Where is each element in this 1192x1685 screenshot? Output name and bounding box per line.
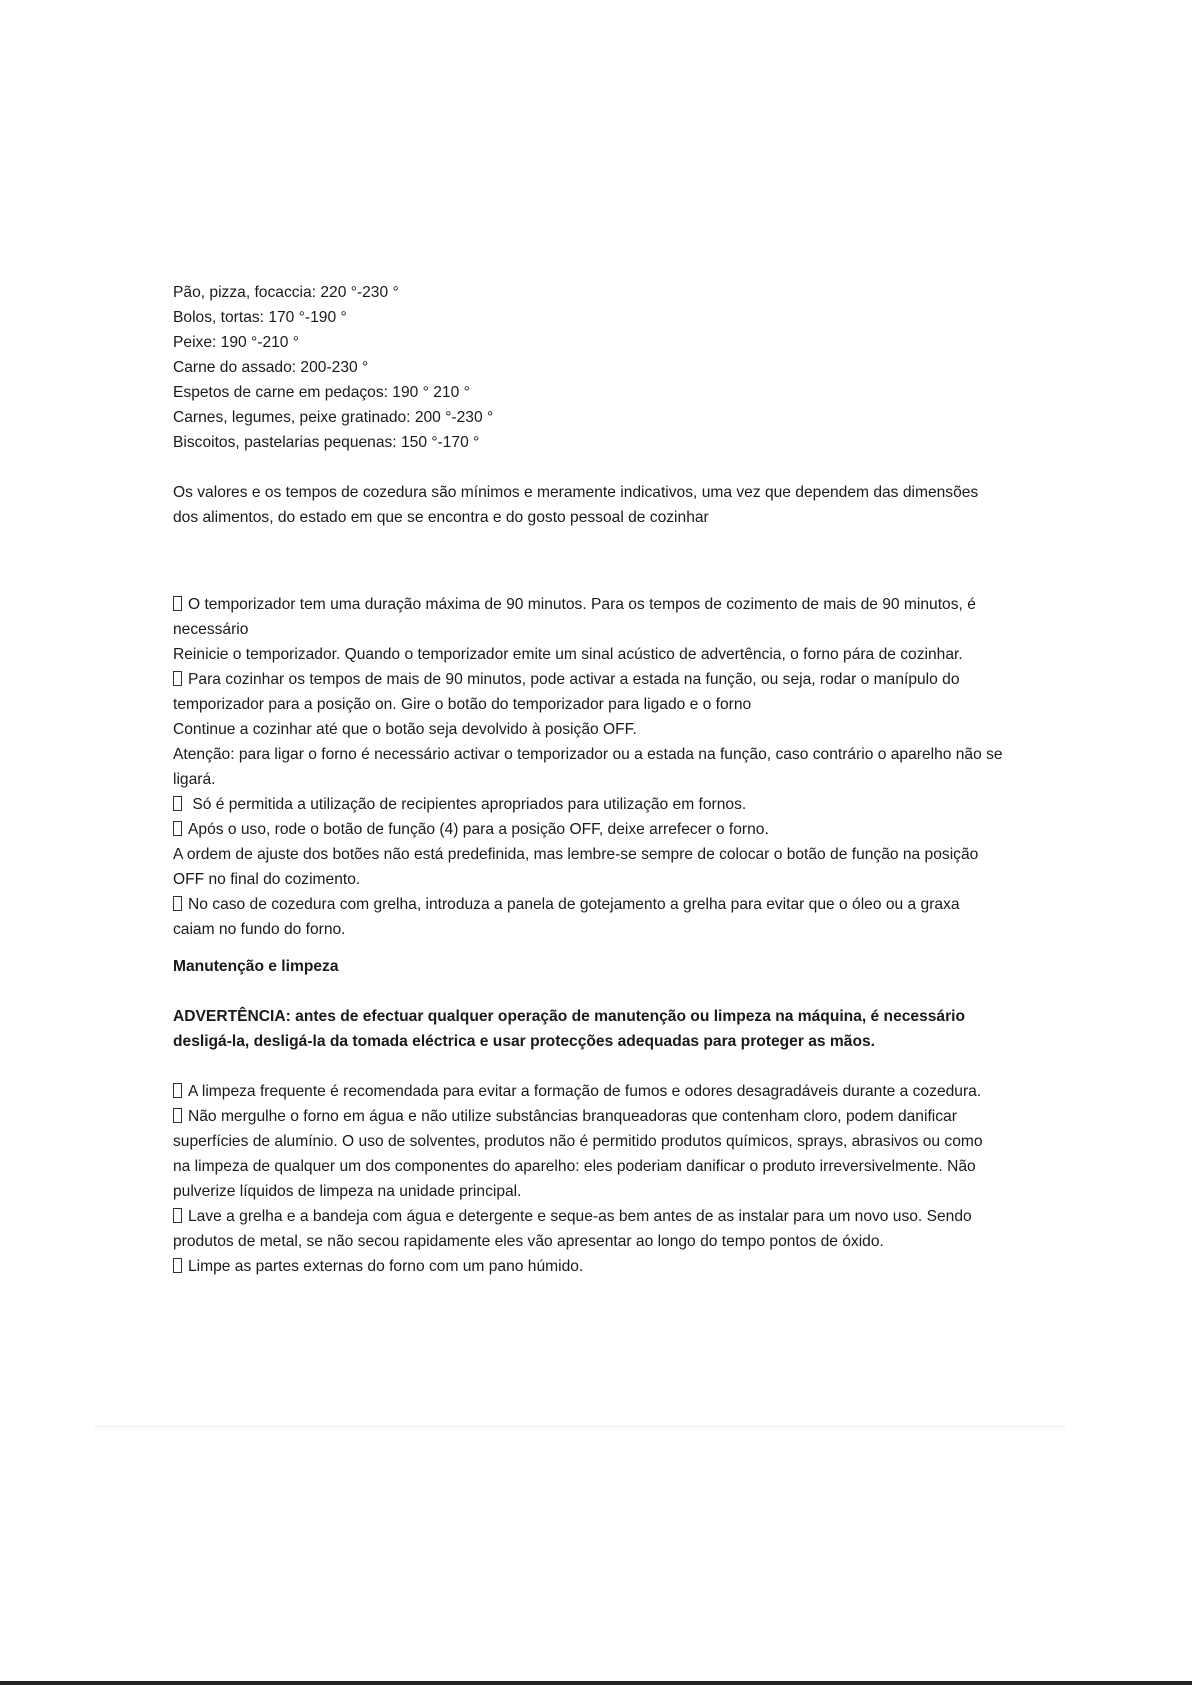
temperature-list (173, 280, 1003, 455)
page-edge-shadow (95, 1425, 1065, 1431)
instruction-item (173, 817, 1003, 842)
temperature-item: Peixe: 190 °-210 ° (173, 334, 300, 351)
instruction-text: O temporizador tem uma duração máxima de 90 minutos. Para os tempos de cozimento de mais de 90 minutos, é necessário (173, 596, 976, 638)
instruction-text: Atenção: para ligar o forno é necessário activar o temporizador ou a estada na função, caso contrário o aparelho não se ligará. (173, 746, 1003, 788)
maintenance-item (173, 1254, 1003, 1279)
bullet-box-icon (173, 1083, 182, 1098)
bullet-box-icon (173, 596, 182, 611)
instruction-text: Reinicie o temporizador. Quando o temporizador emite um sinal acústico de advertência, o forno pára de cozinhar. (173, 646, 963, 663)
maintenance-text: A limpeza frequente é recomendada para evitar a formação de fumos e odores desagradáveis durante a cozedura. (188, 1083, 982, 1100)
document-body (173, 280, 1003, 1279)
bullet-box-icon (173, 796, 182, 811)
maintenance-list (173, 1079, 1003, 1279)
temperature-item: Carne do assado: 200-230 ° (173, 359, 369, 376)
maintenance-text: Lave a grelha e a bandeja com água e detergente e seque-as bem antes de as instalar para um novo uso. Sendo produtos de metal, se não secou rapidamente eles vão apresentar ao longo do tempo pontos de óxido. (173, 1208, 972, 1250)
temperature-item: Biscoitos, pastelarias pequenas: 150 °-170 ° (173, 434, 480, 451)
instruction-item (173, 592, 1003, 642)
bullet-box-icon (173, 1258, 182, 1273)
instruction-text: Continue a cozinhar até que o botão seja devolvido à posição OFF. (173, 721, 637, 738)
instruction-text: Para cozinhar os tempos de mais de 90 minutos, pode activar a estada na função, ou seja, rodar o manípulo do temporizador para a posição on. Gire o botão do temporizador para ligado e o forno (173, 671, 960, 713)
maintenance-item (173, 1204, 1003, 1254)
maintenance-text: Não mergulhe o forno em água e não utilize substâncias branqueadoras que contenham cloro, podem danificar superfícies de alumínio. O uso de solventes, produtos não é permitido produtos químicos, sprays, abrasivos ou como na limpeza de qualquer um dos componentes do aparelho: eles poderiam danificar o produto irreversivelmente. Não pulverize líquidos de limpeza na unidade principal. (173, 1108, 983, 1200)
bullet-box-icon (173, 821, 182, 836)
warning-text: ADVERTÊNCIA: antes de efectuar qualquer operação de manutenção ou limpeza na máquina, é necessário desligá-la, desligá-la da tomada eléctrica e usar protecções adequadas para proteger as mãos. (173, 1008, 966, 1050)
temperature-item: Carnes, legumes, peixe gratinado: 200 °-230 ° (173, 409, 494, 426)
instruction-text: A ordem de ajuste dos botões não está predefinida, mas lembre-se sempre de colocar o botão de função na posição OFF no final do cozimento. (173, 846, 979, 888)
maintenance-item (173, 1079, 1003, 1104)
bullet-box-icon (173, 1208, 182, 1223)
temperature-item: Pão, pizza, focaccia: 220 °-230 ° (173, 284, 399, 301)
indicative-note: Os valores e os tempos de cozedura são mínimos e meramente indicativos, uma vez que dependem das dimensões dos alimentos, do estado em que se encontra e do gosto pessoal de cozinhar (173, 484, 979, 526)
instruction-item (173, 892, 1003, 942)
instruction-item (173, 792, 1003, 817)
bullet-box-icon (173, 1108, 182, 1123)
instruction-text: Após o uso, rode o botão de função (4) para a posição OFF, deixe arrefecer o forno. (188, 821, 769, 838)
maintenance-text: Limpe as partes externas do forno com um pano húmido. (188, 1258, 584, 1275)
instruction-item (173, 667, 1003, 717)
bullet-box-icon (173, 896, 182, 911)
section-heading: Manutenção e limpeza (173, 958, 339, 975)
temperature-item: Espetos de carne em pedaços: 190 ° 210 ° (173, 384, 470, 401)
bullet-box-icon (173, 671, 182, 686)
instructions-section (173, 592, 1003, 942)
maintenance-item (173, 1104, 1003, 1204)
instruction-text: No caso de cozedura com grelha, introduza a panela de gotejamento a grelha para evitar que o óleo ou a graxa caiam no fundo do forno. (173, 896, 960, 938)
bottom-border (0, 1681, 1192, 1685)
instruction-text: Só é permitida a utilização de recipientes apropriados para utilização em fornos. (188, 796, 747, 813)
temperature-item: Bolos, tortas: 170 °-190 ° (173, 309, 347, 326)
